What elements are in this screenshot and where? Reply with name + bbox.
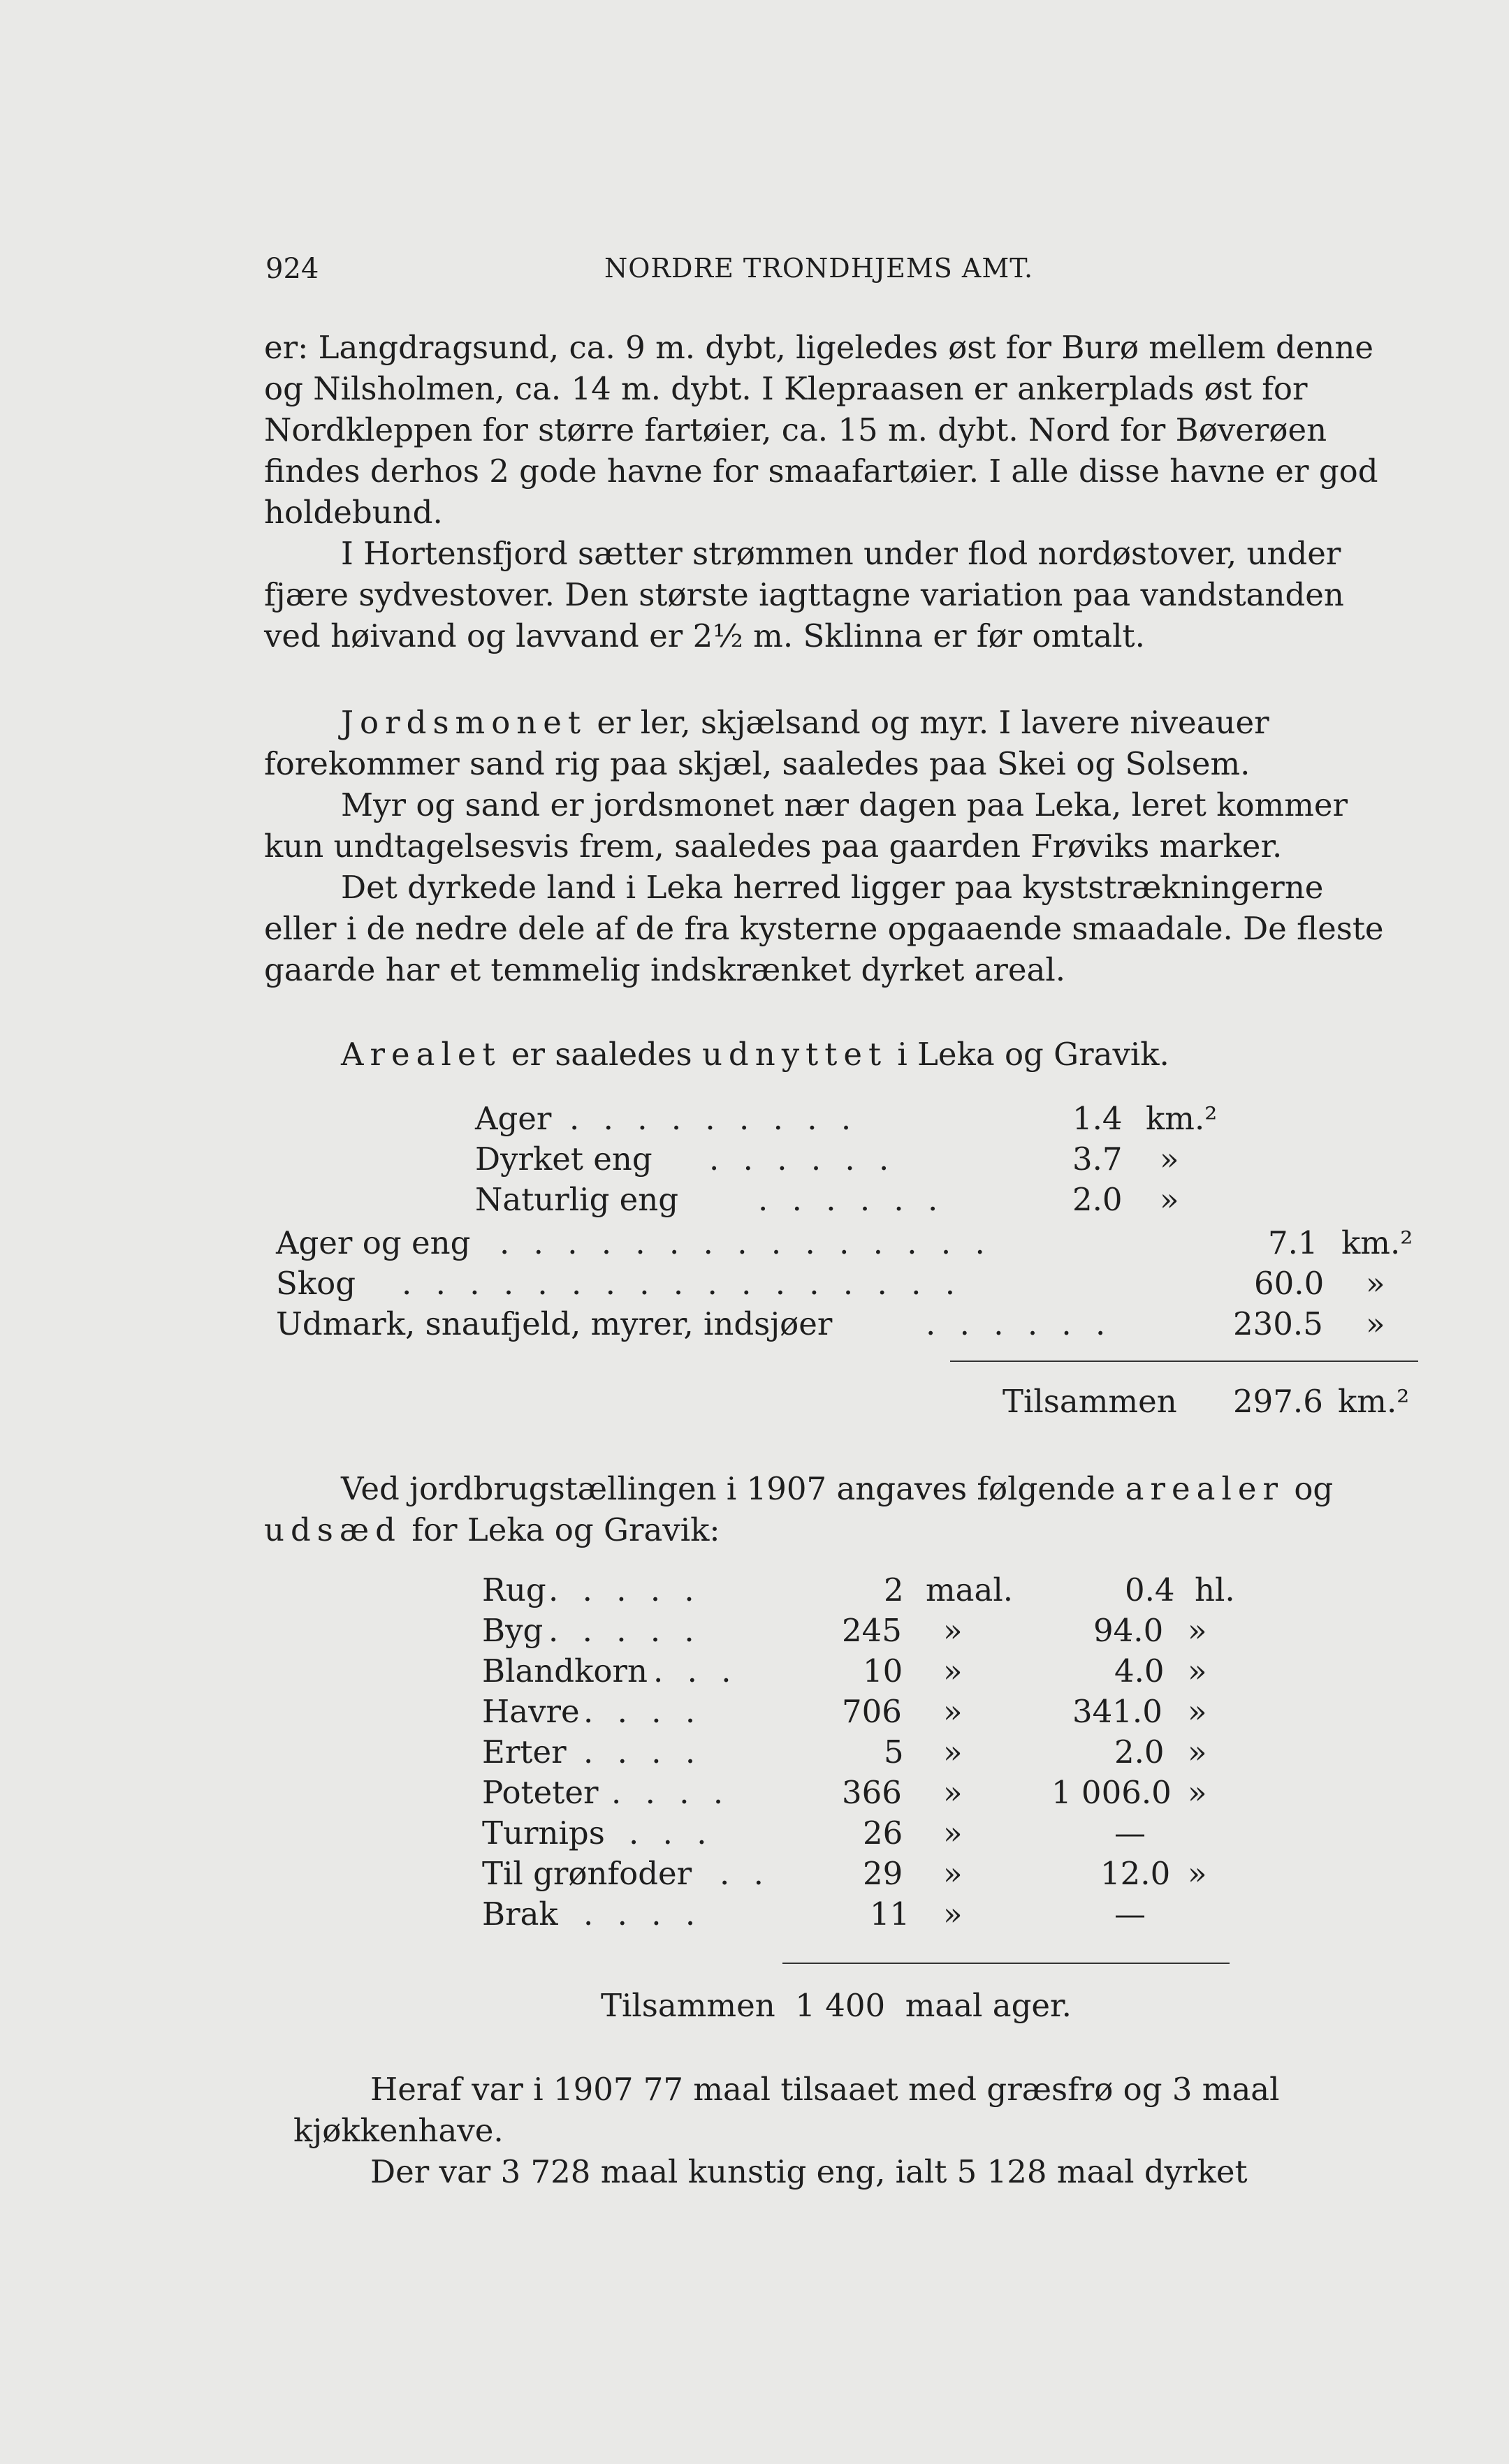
- paragraph-heraf: Heraf var i 1907 77 maal tilsaaet med græsfrø og 3 maal kjøkkenhave.: [293, 2071, 1280, 2149]
- running-header: NORDRE TRONDHJEMS AMT.: [604, 253, 1034, 284]
- crops-total: Tilsammen 1 400 maal ager.: [601, 1987, 1072, 2024]
- crops-table: [482, 1571, 1320, 1936]
- paragraph-dyrkede: Det dyrkede land i Leka herred ligger paa kyststrækningerne eller i de nedre dele af de fra kysterne opgaaende smaadale. De fleste gaarde har et temmelig indskrænket dyrket areal.: [264, 869, 1384, 988]
- table-row: Erter . . . . 5 » 2.0 »: [482, 1733, 1207, 1770]
- page-number: 924: [265, 253, 319, 285]
- table-row: Poteter . . . . 366 » 1 006.0 »: [482, 1774, 1207, 1811]
- text-block-1: [264, 327, 1404, 657]
- table-row: Udmark, snaufjeld, myrer, indsjøer . . . . . . 230.5 »: [276, 1305, 1385, 1342]
- paragraph-jordbrug: Ved jordbrugstællingen i 1907 angaves følgende arealer og udsæd for Leka og Gravik:: [264, 1470, 1334, 1548]
- paragraph-myr: Myr og sand er jordsmonet nær dagen paa Leka, leret kommer kun undtagelsesvis frem, saaledes paa gaarden Frøviks marker.: [264, 786, 1348, 865]
- areal-table: [276, 1100, 1422, 1346]
- table-row: Byg . . . . . 245 » 94.0 »: [482, 1612, 1207, 1649]
- table-row: Til grønfoder . . 29 » 12.0 »: [482, 1855, 1207, 1892]
- table-row: Blandkorn . . . 10 » 4.0 »: [482, 1652, 1207, 1689]
- text-block-2: [264, 702, 1404, 990]
- text-block-3: [293, 2069, 1432, 2192]
- table-row: Turnips . . . 26 » —: [482, 1814, 1146, 1851]
- paragraph-der-var: Der var 3 728 maal kunstig eng, ialt 5 128 maal dyrket: [370, 2153, 1248, 2190]
- paragraph-harbours: er: Langdragsund, ca. 9 m. dybt, ligeledes øst for Burø mellem denne og Nilsholmen, ca. 14 m. dybt. I Klepraasen er ankerplads øst for Nordkleppen for større fartøier, ca. 15 m. dybt. Nord for Bøverøen findes derhos 2 gode havne for smaafartøier. I alle disse havne er god holdebund.: [264, 329, 1378, 531]
- paragraph-hortensfjord: I Hortensfjord sætter strømmen under flod nordøstover, under fjære sydvestover. Den største iagttagne variation paa vandstanden ved høivand og lavvand er 2½ m. Sklinna er før omtalt.: [264, 535, 1344, 654]
- paragraph-jordsmonet: Jordsmonet er ler, skjælsand og myr. I lavere niveauer forekommer sand rig paa skjæl, saaledes paa Skei og Solsem.: [264, 704, 1269, 782]
- table-row: Havre . . . . 706 » 341.0 »: [482, 1693, 1207, 1730]
- areal-total: Tilsammen 297.6 km.²: [1003, 1383, 1410, 1420]
- table-row: Naturlig eng . . . . . . 2.0 »: [475, 1181, 1179, 1218]
- table-row: Dyrket eng . . . . . . 3.7 »: [475, 1141, 1179, 1178]
- table-row: Rug . . . . . 2 maal. 0.4 hl.: [482, 1571, 1235, 1608]
- table-row: Ager . . . . . . . . . 1.4 km.²: [475, 1100, 1218, 1137]
- table-row: Ager og eng . . . . . . . . . . . . . . . 7.1 km.²: [276, 1224, 1413, 1261]
- table-row: Brak . . . . 11 » —: [482, 1895, 1146, 1933]
- divider: [950, 1361, 1418, 1362]
- areal-intro: Arealet er saaledes udnyttet i Leka og Gravik.: [341, 1036, 1169, 1073]
- divider: [782, 1963, 1230, 1964]
- table-row: Skog . . . . . . . . . . . . . . . . . 60.0 »: [276, 1265, 1385, 1302]
